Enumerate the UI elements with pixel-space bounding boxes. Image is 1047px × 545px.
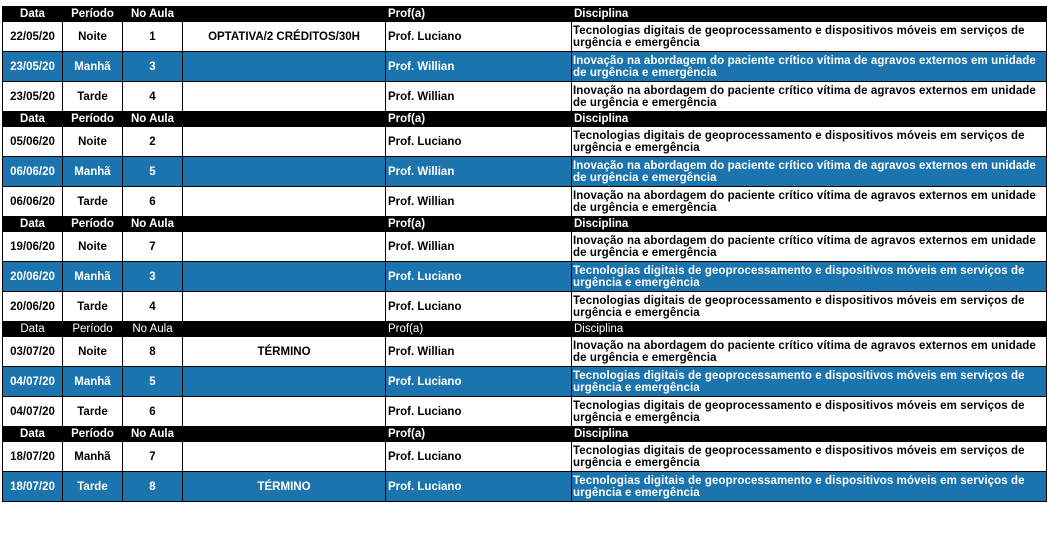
cell-aula: 8 <box>123 337 183 367</box>
cell-data: 20/06/20 <box>3 262 63 292</box>
cell-periodo: Tarde <box>63 82 123 112</box>
cell-prof: Prof. Willian <box>386 82 572 112</box>
schedule-row <box>3 232 1047 262</box>
cell-obs <box>183 367 386 397</box>
header-obs <box>183 322 386 337</box>
header-data: Data <box>3 7 63 22</box>
header-disciplina: Disciplina <box>572 112 1047 127</box>
cell-prof: Prof. Luciano <box>386 367 572 397</box>
header-row <box>3 112 1047 127</box>
cell-disciplina: Inovação na abordagem do paciente crítico vítima de agravos externos em unidade de urgência e emergência <box>572 232 1047 262</box>
cell-obs <box>183 187 386 217</box>
cell-obs <box>183 82 386 112</box>
schedule-row <box>3 442 1047 472</box>
cell-data: 19/06/20 <box>3 232 63 262</box>
cell-disciplina: Tecnologias digitais de geoprocessamento e dispositivos móveis em serviços de urgência e emergência <box>572 292 1047 322</box>
schedule-row <box>3 367 1047 397</box>
header-disciplina: Disciplina <box>572 427 1047 442</box>
cell-aula: 5 <box>123 367 183 397</box>
cell-disciplina: Tecnologias digitais de geoprocessamento e dispositivos móveis em serviços de urgência e emergência <box>572 397 1047 427</box>
schedule-row <box>3 397 1047 427</box>
cell-periodo: Noite <box>63 232 123 262</box>
cell-data: 22/05/20 <box>3 22 63 52</box>
cell-prof: Prof. Luciano <box>386 22 572 52</box>
cell-data: 04/07/20 <box>3 367 63 397</box>
schedule-row <box>3 82 1047 112</box>
cell-aula: 5 <box>123 157 183 187</box>
cell-disciplina: Inovação na abordagem do paciente crítico vítima de agravos externos em unidade de urgência e emergência <box>572 187 1047 217</box>
header-prof: Prof(a) <box>386 112 572 127</box>
cell-aula: 4 <box>123 292 183 322</box>
cell-disciplina: Tecnologias digitais de geoprocessamento e dispositivos móveis em serviços de urgência e emergência <box>572 22 1047 52</box>
cell-prof: Prof. Willian <box>386 337 572 367</box>
header-obs <box>183 427 386 442</box>
cell-prof: Prof. Willian <box>386 187 572 217</box>
cell-obs <box>183 292 386 322</box>
cell-aula: 2 <box>123 127 183 157</box>
cell-data: 18/07/20 <box>3 472 63 502</box>
cell-periodo: Manhã <box>63 157 123 187</box>
cell-periodo: Tarde <box>63 472 123 502</box>
header-row <box>3 322 1047 337</box>
cell-obs: TÉRMINO <box>183 337 386 367</box>
cell-periodo: Tarde <box>63 292 123 322</box>
header-data: Data <box>3 427 63 442</box>
cell-disciplina: Inovação na abordagem do paciente crítico vítima de agravos externos em unidade de urgência e emergência <box>572 52 1047 82</box>
header-obs <box>183 217 386 232</box>
header-row <box>3 427 1047 442</box>
cell-data: 03/07/20 <box>3 337 63 367</box>
cell-aula: 8 <box>123 472 183 502</box>
schedule-row <box>3 22 1047 52</box>
header-prof: Prof(a) <box>386 217 572 232</box>
cell-aula: 6 <box>123 397 183 427</box>
cell-prof: Prof. Luciano <box>386 397 572 427</box>
cell-periodo: Tarde <box>63 397 123 427</box>
cell-data: 06/06/20 <box>3 157 63 187</box>
header-aula: No Aula <box>123 7 183 22</box>
cell-prof: Prof. Luciano <box>386 292 572 322</box>
cell-aula: 6 <box>123 187 183 217</box>
cell-aula: 7 <box>123 232 183 262</box>
schedule-row <box>3 337 1047 367</box>
cell-periodo: Manhã <box>63 442 123 472</box>
schedule-body <box>3 7 1047 502</box>
cell-aula: 4 <box>123 82 183 112</box>
header-prof: Prof(a) <box>386 427 572 442</box>
cell-aula: 7 <box>123 442 183 472</box>
header-periodo: Período <box>63 112 123 127</box>
cell-disciplina: Tecnologias digitais de geoprocessamento e dispositivos móveis em serviços de urgência e emergência <box>572 472 1047 502</box>
header-disciplina: Disciplina <box>572 7 1047 22</box>
cell-periodo: Manhã <box>63 262 123 292</box>
cell-disciplina: Inovação na abordagem do paciente crítico vítima de agravos externos em unidade de urgência e emergência <box>572 157 1047 187</box>
cell-prof: Prof. Luciano <box>386 262 572 292</box>
cell-aula: 3 <box>123 262 183 292</box>
cell-disciplina: Tecnologias digitais de geoprocessamento e dispositivos móveis em serviços de urgência e emergência <box>572 442 1047 472</box>
schedule-row <box>3 262 1047 292</box>
schedule-row <box>3 472 1047 502</box>
header-periodo: Período <box>63 217 123 232</box>
cell-obs <box>183 442 386 472</box>
header-data: Data <box>3 322 63 337</box>
cell-obs <box>183 232 386 262</box>
cell-prof: Prof. Luciano <box>386 442 572 472</box>
cell-disciplina: Inovação na abordagem do paciente crítico vítima de agravos externos em unidade de urgência e emergência <box>572 82 1047 112</box>
cell-data: 05/06/20 <box>3 127 63 157</box>
cell-data: 06/06/20 <box>3 187 63 217</box>
cell-data: 20/06/20 <box>3 292 63 322</box>
cell-prof: Prof. Willian <box>386 52 572 82</box>
header-obs <box>183 112 386 127</box>
header-data: Data <box>3 112 63 127</box>
cell-obs <box>183 262 386 292</box>
schedule-row <box>3 187 1047 217</box>
schedule-row <box>3 127 1047 157</box>
cell-disciplina: Tecnologias digitais de geoprocessamento e dispositivos móveis em serviços de urgência e emergência <box>572 127 1047 157</box>
cell-aula: 1 <box>123 22 183 52</box>
header-row <box>3 217 1047 232</box>
header-periodo: Período <box>63 427 123 442</box>
header-data: Data <box>3 217 63 232</box>
cell-disciplina: Inovação na abordagem do paciente crítico vítima de agravos externos em unidade de urgência e emergência <box>572 337 1047 367</box>
cell-prof: Prof. Willian <box>386 157 572 187</box>
cell-obs <box>183 157 386 187</box>
header-prof: Prof(a) <box>386 322 572 337</box>
header-aula: No Aula <box>123 427 183 442</box>
cell-obs: OPTATIVA/2 CRÉDITOS/30H <box>183 22 386 52</box>
cell-periodo: Tarde <box>63 187 123 217</box>
header-prof: Prof(a) <box>386 7 572 22</box>
header-obs <box>183 7 386 22</box>
cell-data: 04/07/20 <box>3 397 63 427</box>
header-disciplina: Disciplina <box>572 322 1047 337</box>
cell-obs <box>183 127 386 157</box>
header-aula: No Aula <box>123 217 183 232</box>
cell-periodo: Noite <box>63 127 123 157</box>
cell-aula: 3 <box>123 52 183 82</box>
cell-prof: Prof. Luciano <box>386 127 572 157</box>
header-row <box>3 7 1047 22</box>
header-aula: No Aula <box>123 322 183 337</box>
schedule-row <box>3 52 1047 82</box>
cell-disciplina: Tecnologias digitais de geoprocessamento e dispositivos móveis em serviços de urgência e emergência <box>572 367 1047 397</box>
cell-data: 23/05/20 <box>3 52 63 82</box>
cell-obs: TÉRMINO <box>183 472 386 502</box>
cell-periodo: Noite <box>63 337 123 367</box>
cell-periodo: Manhã <box>63 367 123 397</box>
cell-prof: Prof. Luciano <box>386 472 572 502</box>
cell-obs <box>183 397 386 427</box>
cell-data: 23/05/20 <box>3 82 63 112</box>
cell-obs <box>183 52 386 82</box>
schedule-row <box>3 292 1047 322</box>
cell-disciplina: Tecnologias digitais de geoprocessamento e dispositivos móveis em serviços de urgência e emergência <box>572 262 1047 292</box>
header-disciplina: Disciplina <box>572 217 1047 232</box>
schedule-table <box>2 6 1047 502</box>
cell-prof: Prof. Willian <box>386 232 572 262</box>
schedule-row <box>3 157 1047 187</box>
cell-data: 18/07/20 <box>3 442 63 472</box>
cell-periodo: Noite <box>63 22 123 52</box>
header-periodo: Período <box>63 322 123 337</box>
cell-periodo: Manhã <box>63 52 123 82</box>
header-periodo: Período <box>63 7 123 22</box>
header-aula: No Aula <box>123 112 183 127</box>
